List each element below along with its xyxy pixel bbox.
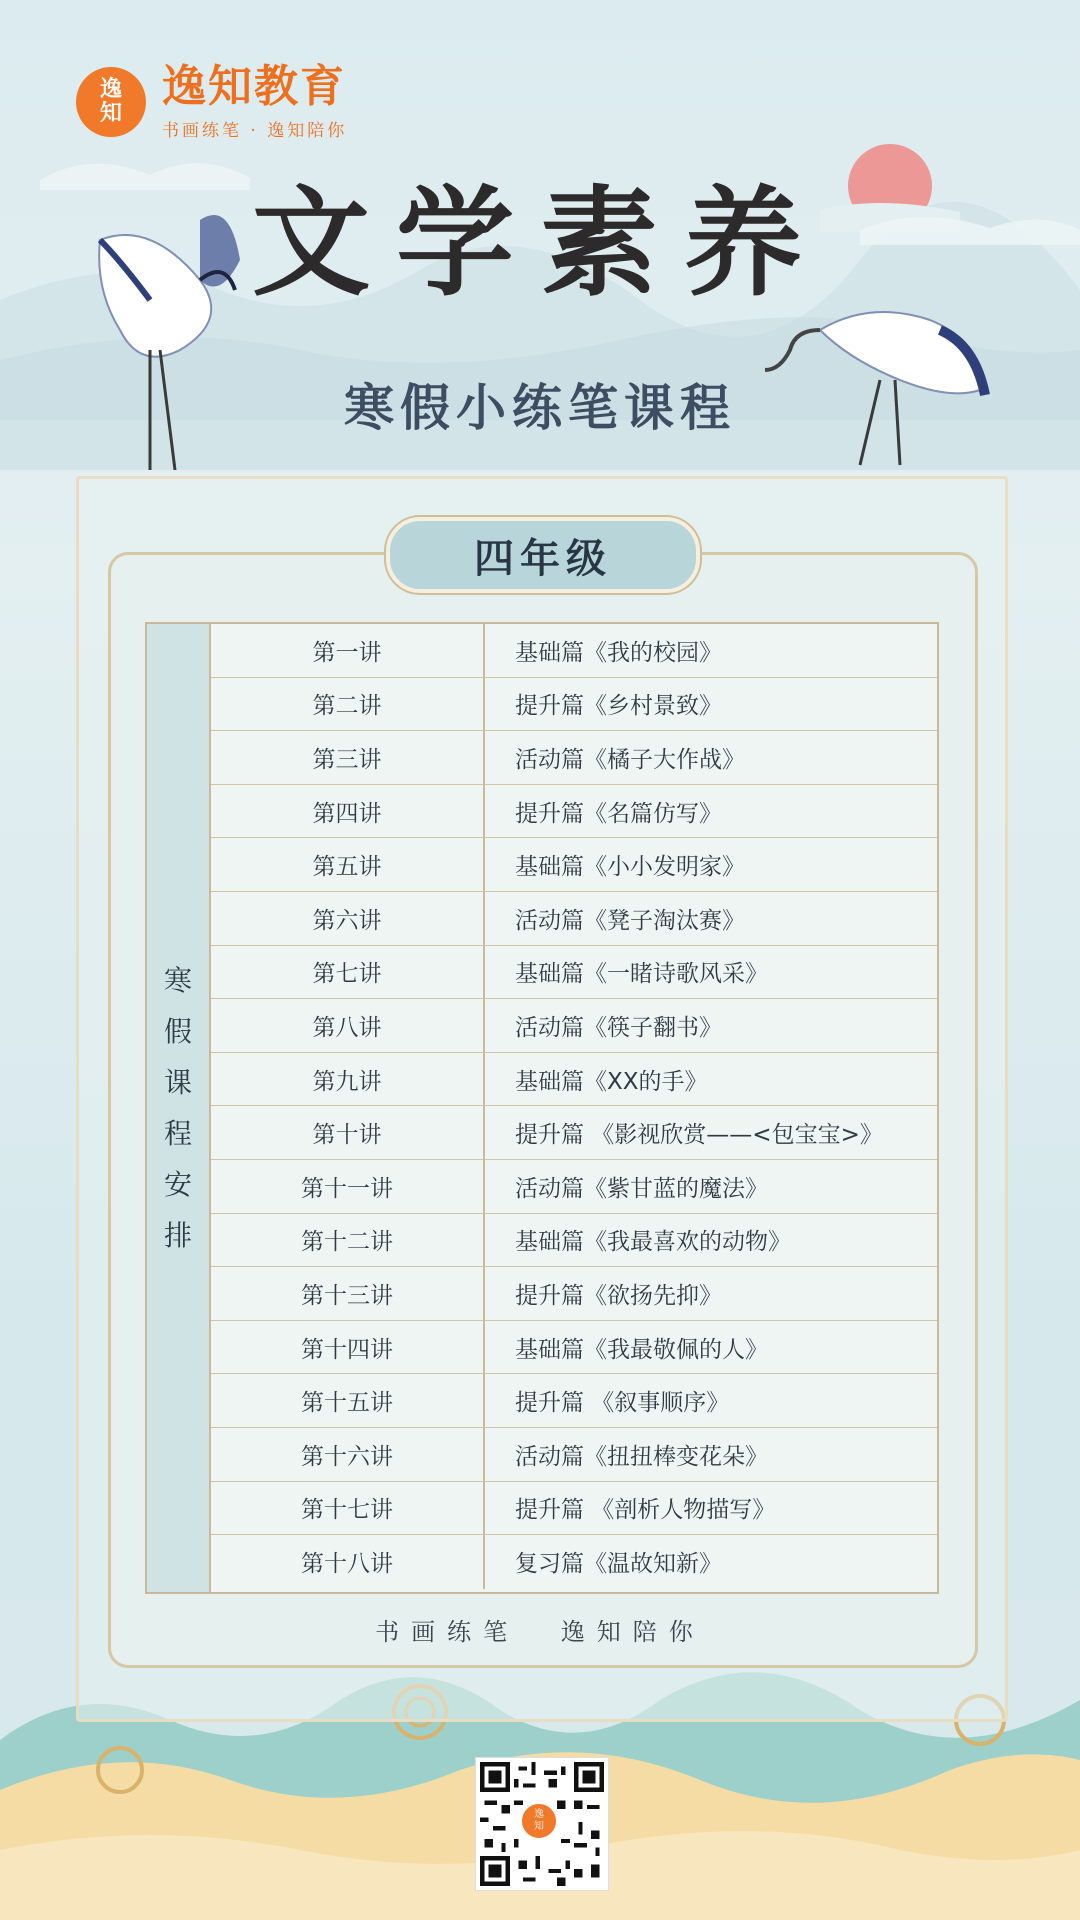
footer-slogan: 书画练笔 逸知陪你 [375, 1618, 705, 1646]
lesson-number: 第四讲 [211, 785, 485, 838]
table-row [211, 624, 937, 678]
brand-slogan: 书画练笔 · 逸知陪你 [162, 121, 348, 141]
lesson-title: 活动篇《扭扭棒变花朵》 [515, 1443, 768, 1470]
table-row [211, 946, 937, 1000]
lesson-number: 第十五讲 [211, 1374, 485, 1427]
table-row [211, 785, 937, 839]
grade-badge: 四年级 [386, 517, 700, 593]
table-row [211, 731, 937, 785]
qr-badge-char-1: 逸 [534, 1809, 544, 1820]
table-row [211, 1428, 937, 1482]
side-label-char: 安 [163, 1168, 192, 1201]
lesson-number: 第八讲 [211, 999, 485, 1052]
page-subtitle: 寒假小练笔课程 [344, 379, 736, 437]
side-label-char: 课 [163, 1066, 192, 1099]
lesson-title: 基础篇《一睹诗歌风采》 [515, 961, 768, 988]
lesson-number: 第十二讲 [211, 1214, 485, 1267]
lesson-title: 提升篇 《影视欣赏——<包宝宝>》 [515, 1122, 883, 1149]
lesson-title: 复习篇《温故知新》 [515, 1551, 722, 1578]
lesson-title: 基础篇《我最敬佩的人》 [515, 1336, 768, 1363]
qr-logo-badge-icon [520, 1802, 558, 1840]
lesson-title: 基础篇《我的校园》 [515, 639, 722, 666]
lesson-title: 活动篇《筷子翻书》 [515, 1014, 722, 1041]
lesson-number: 第十六讲 [211, 1428, 485, 1481]
table-row [211, 1267, 937, 1321]
lesson-title: 活动篇《紫甘蓝的魔法》 [515, 1175, 768, 1202]
lesson-number: 第五讲 [211, 838, 485, 891]
table-row [211, 838, 937, 892]
lesson-title: 基础篇《小小发明家》 [515, 854, 745, 881]
lesson-title: 提升篇 《剖析人物描写》 [515, 1497, 776, 1524]
lesson-number: 第十一讲 [211, 1160, 485, 1213]
table-row [211, 1160, 937, 1214]
table-row [211, 1374, 937, 1428]
lesson-title: 活动篇《凳子淘汰赛》 [515, 907, 745, 934]
table-row [211, 678, 937, 732]
brand-logo [76, 62, 347, 141]
lesson-number: 第六讲 [211, 892, 485, 945]
lesson-title: 基础篇《XX的手》 [515, 1068, 708, 1095]
lesson-title: 提升篇《乡村景致》 [515, 693, 722, 720]
side-label-char: 排 [163, 1219, 192, 1252]
lesson-title: 提升篇 《叙事顺序》 [515, 1390, 730, 1417]
table-row [211, 1214, 937, 1268]
lesson-title: 活动篇《橘子大作战》 [515, 746, 745, 773]
lesson-number: 第十三讲 [211, 1267, 485, 1320]
schedule-side-label [147, 624, 211, 1592]
lesson-title: 提升篇《名篇仿写》 [515, 800, 722, 827]
brand-name: 逸知教育 [162, 61, 346, 112]
logo-badge-char-2: 知 [99, 100, 122, 126]
side-label-char: 程 [163, 1117, 192, 1150]
table-row [211, 1053, 937, 1107]
table-row [211, 1321, 937, 1375]
lesson-number: 第二讲 [211, 678, 485, 731]
qr-badge-char-2: 知 [534, 1821, 544, 1832]
table-row [211, 1106, 937, 1160]
side-label-char: 寒 [163, 964, 192, 997]
table-row [211, 892, 937, 946]
schedule-rows [211, 624, 937, 1592]
table-row [211, 1482, 937, 1536]
lesson-number: 第七讲 [211, 946, 485, 999]
side-label-char: 假 [163, 1015, 192, 1048]
table-row [211, 1535, 937, 1589]
lesson-number: 第一讲 [211, 624, 485, 677]
lesson-number: 第十七讲 [211, 1482, 485, 1535]
lesson-title: 基础篇《我最喜欢的动物》 [515, 1229, 791, 1256]
lesson-number: 第三讲 [211, 731, 485, 784]
logo-badge-icon [76, 67, 146, 137]
page-title: 文学素养 [251, 173, 828, 312]
logo-badge-char-1: 逸 [99, 76, 122, 102]
schedule-table [145, 622, 939, 1594]
lesson-number: 第十八讲 [211, 1535, 485, 1589]
lesson-number: 第十讲 [211, 1106, 485, 1159]
lesson-number: 第九讲 [211, 1053, 485, 1106]
lesson-number: 第十四讲 [211, 1321, 485, 1374]
table-row [211, 999, 937, 1053]
lesson-title: 提升篇《欲扬先抑》 [515, 1282, 722, 1309]
